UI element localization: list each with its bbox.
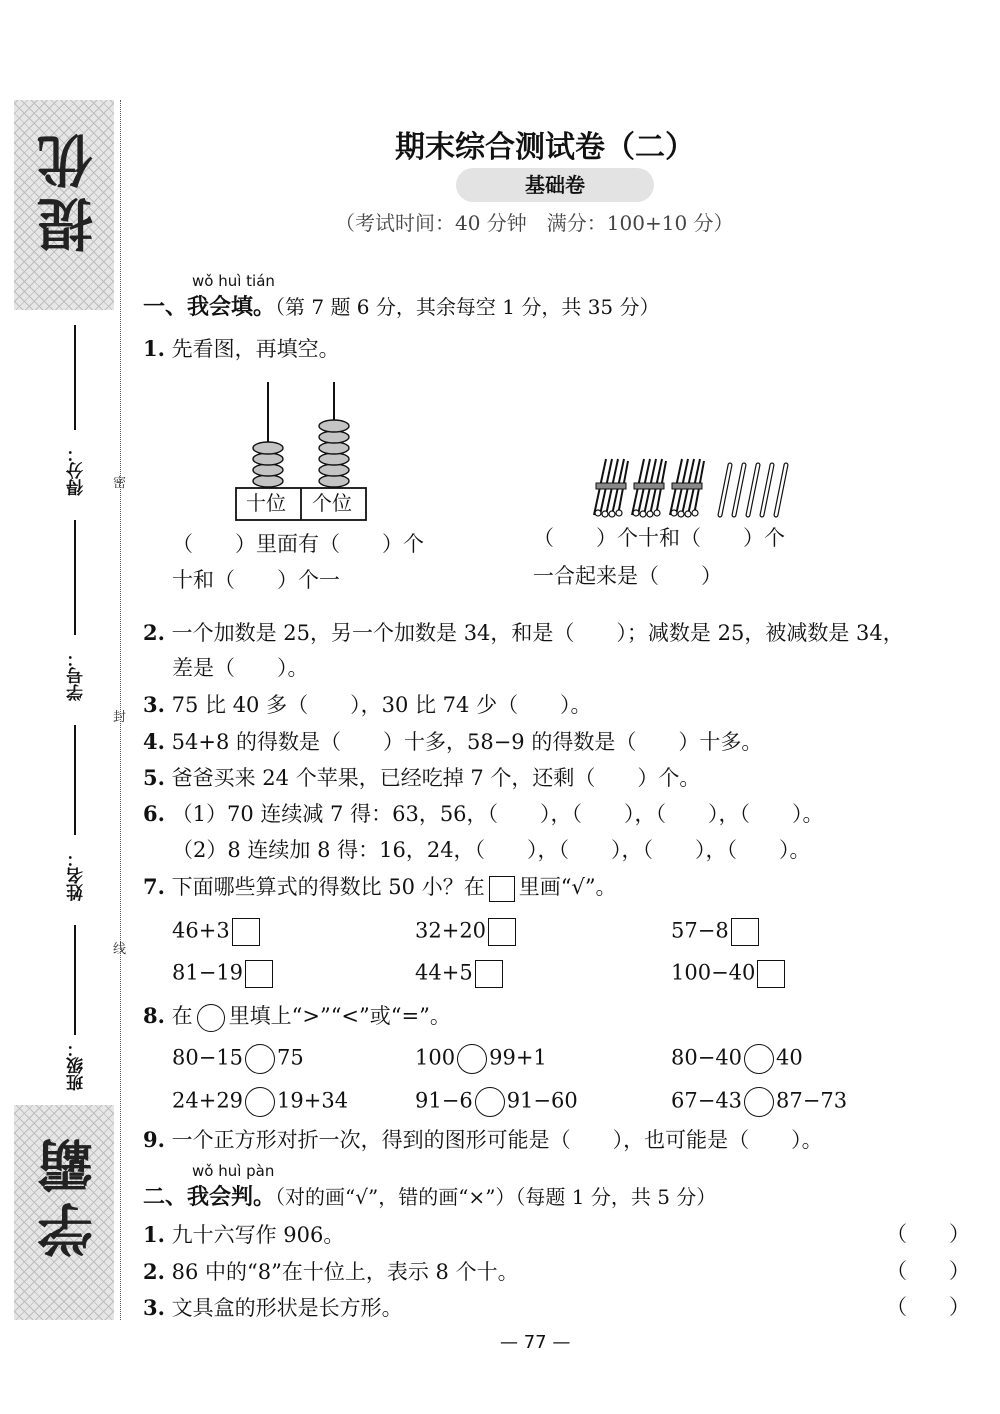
section1-pinyin: wǒ huì tián bbox=[192, 272, 275, 290]
compare-circle[interactable] bbox=[744, 1087, 774, 1117]
judge-text: 九十六写作 906。 bbox=[171, 1223, 345, 1247]
page-number: — 77 — bbox=[500, 1332, 571, 1353]
q4-text: 54+8 的得数是（ ）十多，58−9 的得数是（ ）十多。 bbox=[171, 730, 763, 754]
sticks-figure bbox=[590, 455, 800, 525]
q7-item bbox=[415, 960, 503, 988]
compare-circle[interactable] bbox=[245, 1087, 275, 1117]
q3-text: 75 比 40 多（ ），30 比 74 少（ ）。 bbox=[171, 693, 592, 717]
compare-circle[interactable] bbox=[457, 1044, 487, 1074]
q7-item-expr: 57−8 bbox=[671, 918, 729, 943]
q9-number: 9. bbox=[143, 1127, 165, 1152]
q7-item-expr: 46+3 bbox=[172, 918, 230, 943]
q8-right: 75 bbox=[277, 1045, 304, 1070]
q7-item bbox=[671, 918, 759, 946]
level-badge bbox=[456, 168, 654, 202]
name-label: 姓名： bbox=[67, 850, 87, 901]
compare-circle[interactable] bbox=[475, 1087, 505, 1117]
q8-left: 100 bbox=[415, 1045, 456, 1070]
circle-icon bbox=[197, 1004, 225, 1032]
answer-checkbox[interactable] bbox=[245, 960, 273, 988]
judge-number: 3. bbox=[143, 1295, 165, 1320]
field-line bbox=[74, 925, 76, 1035]
seal-mark-mi: 密 bbox=[113, 476, 127, 491]
q7-item-expr: 81−19 bbox=[172, 960, 244, 985]
judge-blank[interactable]: （ ） bbox=[886, 1259, 970, 1283]
q9-text: 一个正方形对折一次，得到的图形可能是（ ），也可能是（ ）。 bbox=[171, 1128, 823, 1152]
q8-right: 91−60 bbox=[506, 1088, 578, 1113]
judge-number: 2. bbox=[143, 1259, 165, 1284]
answer-checkbox[interactable] bbox=[475, 960, 503, 988]
exam-info: （考试时间：40 分钟 满分：100+10 分） bbox=[335, 211, 734, 235]
judge-item bbox=[143, 1222, 344, 1248]
page-title: 期末综合测试卷（二） bbox=[395, 130, 695, 165]
judge-blank[interactable]: （ ） bbox=[886, 1295, 970, 1319]
q7-item bbox=[671, 960, 785, 988]
answer-checkbox[interactable] bbox=[488, 918, 516, 946]
q8-left: 80−40 bbox=[671, 1045, 743, 1070]
q3-number: 3. bbox=[143, 692, 165, 717]
q8-right: 19+34 bbox=[277, 1088, 349, 1113]
q3-line bbox=[143, 692, 592, 718]
level-badge-label: 基础卷 bbox=[525, 173, 585, 197]
q7-text-after: 里画“√”。 bbox=[518, 875, 617, 899]
q8-left: 91−6 bbox=[415, 1088, 473, 1113]
seal-mark-feng: 封 bbox=[113, 710, 127, 725]
brand-top-text: 提优 bbox=[37, 125, 102, 253]
abacus-label-tens: 十位 bbox=[246, 491, 286, 515]
q7-text-before: 下面哪些算式的得数比 50 小？在 bbox=[171, 875, 485, 899]
q8-item bbox=[172, 1044, 304, 1074]
section1-heading: 一、我会填。 bbox=[143, 294, 276, 320]
answer-checkbox[interactable] bbox=[757, 960, 785, 988]
judge-item bbox=[143, 1295, 403, 1321]
q1-text: 先看图，再填空。 bbox=[171, 337, 340, 361]
section2-heading: 二、我会判。 bbox=[143, 1184, 276, 1210]
q4-line bbox=[143, 729, 762, 755]
q6-number: 6. bbox=[143, 801, 165, 826]
judge-blank[interactable]: （ ） bbox=[886, 1222, 970, 1246]
q8-text-before: 在 bbox=[171, 1004, 193, 1028]
q8-text-after: 里填上“>”“<”或“=”。 bbox=[228, 1004, 451, 1028]
answer-checkbox[interactable] bbox=[232, 918, 260, 946]
section2-pinyin: wǒ huì pàn bbox=[192, 1162, 275, 1180]
q1-left-line2: 十和（ ）个一 bbox=[172, 568, 340, 592]
section1-note: （第 7 题 6 分，其余每空 1 分，共 35 分） bbox=[275, 295, 660, 319]
q7-item bbox=[172, 960, 273, 988]
section2-note: （对的画“√”，错的画“×”）（每题 1 分，共 5 分） bbox=[275, 1185, 717, 1209]
q8-number: 8. bbox=[143, 1003, 165, 1028]
q7-item-expr: 100−40 bbox=[671, 960, 756, 985]
section2-heading-line bbox=[143, 1184, 716, 1211]
q8-item bbox=[415, 1087, 578, 1117]
q5-number: 5. bbox=[143, 765, 165, 790]
q6-text1: （1）70 连续减 7 得：63，56，（ ），（ ），（ ），（ ）。 bbox=[171, 802, 824, 826]
q8-left: 67−43 bbox=[671, 1088, 743, 1113]
judge-item bbox=[143, 1259, 519, 1285]
q7-item-expr: 44+5 bbox=[415, 960, 473, 985]
q7-item bbox=[172, 918, 260, 946]
q6-line2: （2）8 连续加 8 得：16，24，（ ），（ ），（ ），（ ）。 bbox=[172, 838, 811, 862]
q7-number: 7. bbox=[143, 874, 165, 899]
section1-heading-line bbox=[143, 294, 660, 321]
q5-line bbox=[143, 765, 700, 791]
class-label: 班级： bbox=[67, 1040, 87, 1091]
q8-right: 99+1 bbox=[489, 1045, 547, 1070]
q8-right: 40 bbox=[776, 1045, 803, 1070]
field-line bbox=[74, 725, 76, 835]
seal-mark-xian: 线 bbox=[113, 942, 127, 957]
q1-right-line2: 一合起来是（ ） bbox=[533, 564, 722, 588]
q8-item bbox=[671, 1044, 803, 1074]
q1-left-line1: （ ）里面有（ ）个 bbox=[172, 532, 424, 556]
q9-line bbox=[143, 1127, 823, 1153]
q7-item-expr: 32+20 bbox=[415, 918, 487, 943]
q2-line1 bbox=[143, 620, 904, 646]
field-line bbox=[74, 520, 76, 635]
q1-right-line1: （ ）个十和（ ）个 bbox=[533, 526, 785, 550]
q7-item bbox=[415, 918, 516, 946]
q7-line bbox=[143, 874, 617, 902]
q8-left: 80−15 bbox=[172, 1045, 244, 1070]
q2-number: 2. bbox=[143, 620, 165, 645]
field-line bbox=[74, 325, 76, 430]
q8-item bbox=[415, 1044, 547, 1074]
judge-text: 86 中的“8”在十位上，表示 8 个十。 bbox=[171, 1260, 519, 1284]
compare-circle[interactable] bbox=[245, 1044, 275, 1074]
judge-text: 文具盒的形状是长方形。 bbox=[171, 1296, 403, 1320]
checkbox-icon bbox=[489, 876, 515, 902]
brand-bottom-text: 学霸 bbox=[37, 1130, 102, 1258]
score-label: 得分： bbox=[67, 445, 87, 496]
q6-line1 bbox=[143, 801, 824, 827]
q1-line bbox=[143, 336, 340, 362]
abacus-label-ones: 个位 bbox=[312, 491, 352, 515]
judge-number: 1. bbox=[143, 1222, 165, 1247]
q8-item bbox=[671, 1087, 847, 1117]
q2-text: 一个加数是 25，另一个加数是 34，和是（ ）；减数是 25，被减数是 34， bbox=[171, 621, 904, 645]
q5-text: 爸爸买来 24 个苹果，已经吃掉 7 个，还剩（ ）个。 bbox=[171, 766, 701, 790]
q2-line2: 差是（ ）。 bbox=[172, 656, 309, 680]
q8-right: 87−73 bbox=[776, 1088, 848, 1113]
answer-checkbox[interactable] bbox=[731, 918, 759, 946]
compare-circle[interactable] bbox=[744, 1044, 774, 1074]
student-id-label: 学号： bbox=[67, 650, 87, 701]
q8-line bbox=[143, 1003, 451, 1032]
q8-left: 24+29 bbox=[172, 1088, 244, 1113]
q1-number: 1. bbox=[143, 336, 165, 361]
q4-number: 4. bbox=[143, 729, 165, 754]
q8-item bbox=[172, 1087, 348, 1117]
